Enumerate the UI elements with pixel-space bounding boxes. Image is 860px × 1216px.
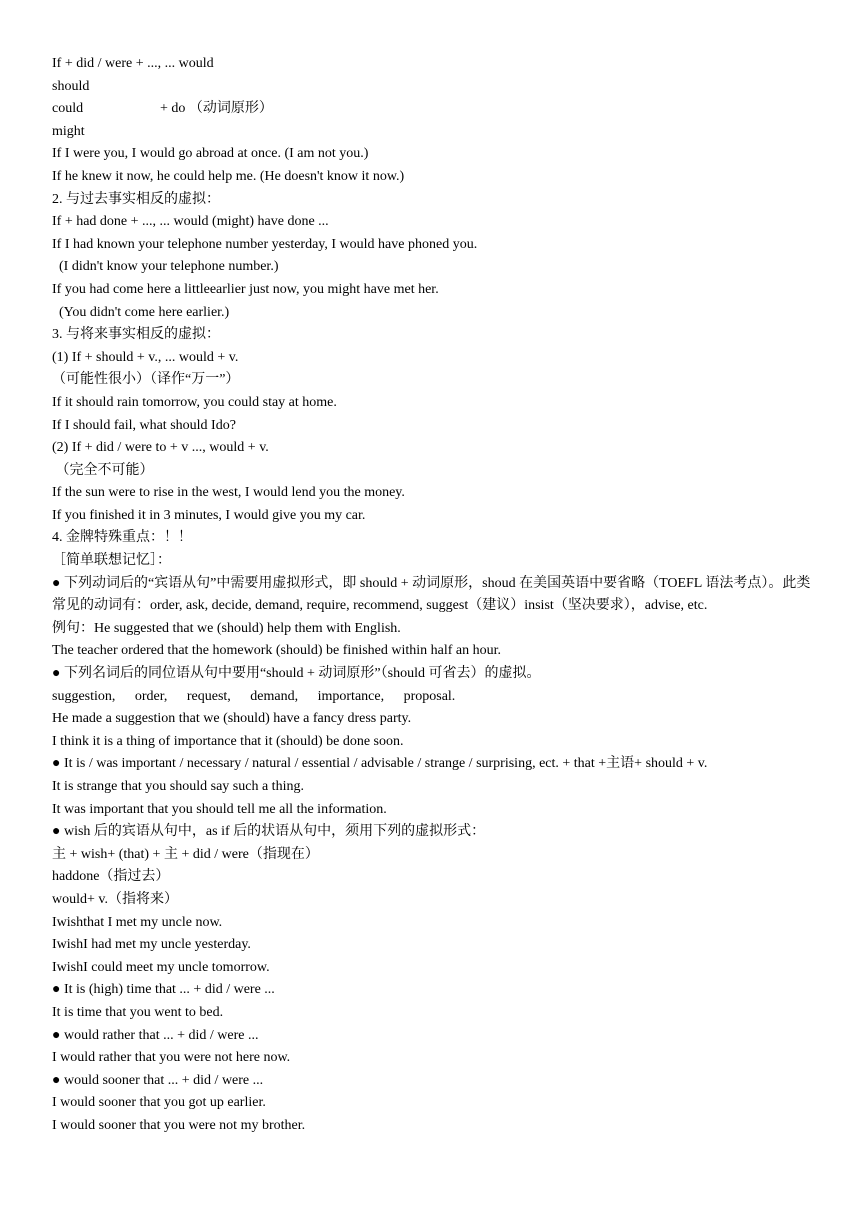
modal-could: could	[52, 101, 84, 117]
example-line: I think it is a thing of importance that it (should) be done soon.	[52, 733, 404, 749]
example-line: If you finished it in 3 minutes, I would give you my car.	[52, 507, 366, 523]
example-line: I would rather that you were not here now.	[52, 1050, 291, 1066]
example-line: It is strange that you should say such a thing.	[52, 779, 304, 794]
example-line: It was important that you should tell me all the information.	[52, 801, 387, 817]
example-line: If I had known your telephone number yesterday, I would have phoned you.	[52, 236, 478, 252]
example-line: If the sun were to rise in the west, I would lend you the money.	[52, 485, 405, 501]
wish-formula-future: would+ v.（指将来）	[52, 891, 178, 907]
example-line: IwishI had met my uncle yesterday.	[52, 937, 251, 953]
formula-note: （可能性很小）（译作“万一”）	[52, 372, 240, 388]
bullet-wish: ● wish 后的宾语从句中，as if 后的状语从句中，须用下列的虚拟形式：	[52, 824, 486, 840]
example-line: It is time that you went to bed.	[52, 1004, 224, 1020]
example-line: Iwishthat I met my uncle now.	[52, 914, 223, 930]
modal-should: should	[52, 78, 90, 94]
example-line: If I should fail, what should Ido?	[52, 417, 236, 433]
formula-future-1: (1) If + should + v., ... would + v.	[52, 349, 239, 365]
bullet-would-sooner: ● would sooner that ... + did / were ...	[52, 1072, 264, 1088]
example-line: I would sooner that you were not my brother.	[52, 1117, 306, 1133]
formula-present: If + did / were + ..., ... would	[52, 56, 214, 71]
section-heading-special: 4. 金牌特殊重点：！！	[52, 530, 192, 546]
example-line: He made a suggestion that we (should) have a fancy dress party.	[52, 711, 412, 727]
bullet-nouns: ● 下列名词后的同位语从句中要用“should + 动词原形”（should 可省去）的虚拟。	[52, 666, 541, 682]
example-line: If I were you, I would go abroad at once. (I am not you.)	[52, 146, 369, 162]
example-note: (You didn't come here earlier.)	[52, 304, 230, 320]
section-heading-future: 3. 与将来事实相反的虚拟：	[52, 327, 220, 343]
modal-might: might	[52, 123, 85, 139]
formula-future-2: (2) If + did / were to + v ..., would + v.	[52, 440, 269, 456]
wish-formula-past: haddone（指过去）	[52, 869, 170, 885]
do-base-form: + do （动词原形）	[160, 101, 273, 117]
example-line: If it should rain tomorrow, you could stay at home.	[52, 394, 337, 410]
bullet-adjectives: ● It is / was important / necessary / natural / essential / advisable / strange / surprising, ect. + that +主语+ should + v.	[52, 756, 708, 772]
section-heading-past: 2. 与过去事实相反的虚拟：	[52, 191, 220, 207]
noun-list: suggestion, order, request, demand, importance, proposal.	[52, 688, 456, 704]
example-note: (I didn't know your telephone number.)	[52, 259, 279, 275]
bullet-high-time: ● It is (high) time that ... + did / were ...	[52, 982, 275, 998]
example-line: The teacher ordered that the homework (should) be finished within half an hour.	[52, 643, 502, 659]
example-line: IwishI could meet my uncle tomorrow.	[52, 959, 270, 975]
formula-past: If + had done + ..., ... would (might) have done ...	[52, 214, 329, 230]
modal-could-row	[52, 98, 812, 121]
example-line: 例句：He suggested that we (should) help them with English.	[52, 620, 401, 636]
wish-formula-present: 主 + wish+ (that) + 主 + did / were（指现在）	[52, 846, 319, 862]
memory-tip-heading: ［简单联想记忆］：	[52, 553, 171, 569]
example-line: If you had come here a littleearlier just now, you might have met her.	[52, 281, 439, 297]
bullet-verbs-paragraph: ● 下列动词后的“宾语从句”中需要用虚拟形式，即 should + 动词原形，shoud 在美国英语中要省略（TOEFL 语法考点）。此类常见的动词有：order, ask, decide, demand, require, recommend, suggest（建议）insist（坚决要求），advise, etc.	[52, 575, 811, 614]
example-line: If he knew it now, he could help me. (He doesn't know it now.)	[52, 168, 405, 184]
document-page	[52, 53, 812, 1138]
formula-note: （完全不可能）	[52, 462, 154, 478]
example-line: I would sooner that you got up earlier.	[52, 1095, 266, 1111]
bullet-would-rather: ● would rather that ... + did / were ...	[52, 1027, 259, 1043]
